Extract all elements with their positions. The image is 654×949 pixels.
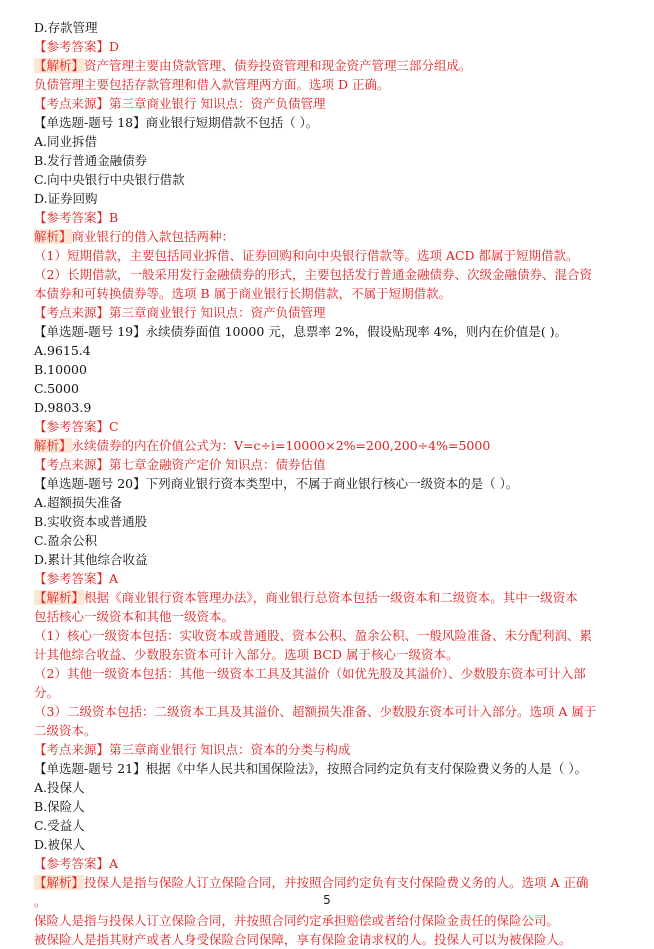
text-line: 。 (34, 894, 47, 909)
text-line: 【参考答案】A (34, 571, 119, 586)
text-line: （3）二级资本包括：二级资本工具及其溢价、超额损失准备、少数股东资本可计入部分。选项 A 属于 (34, 704, 597, 719)
text-line: 【参考答案】D (34, 39, 120, 54)
text-line: 解析】永续债券的内在价值公式为：V=c÷i=10000×2%=200,200÷4%=5000 (34, 438, 491, 453)
text-line: 解析】商业银行的借入款包括两种： (34, 229, 235, 244)
text-line: D.累计其他综合收益 (34, 552, 148, 567)
page-number: 5 (323, 893, 331, 907)
text-line: 【参考答案】A (34, 856, 119, 871)
text-line: D.被保人 (34, 837, 86, 852)
text-line: 【参考答案】C (34, 419, 119, 434)
text-line: B.发行普通金融债券 (34, 153, 148, 168)
text-line: 【考点来源】第三章商业银行 知识点：资本的分类与构成 (34, 742, 351, 757)
text-line: C.5000 (34, 381, 79, 396)
text-line: 【解析】投保人是指与保险人订立保险合同，并按照合同约定负有支付保险费义务的人。选项 A 正确 (34, 875, 589, 890)
document-page (34, 18, 624, 949)
text-line: （2）长期借款，一般采用发行金融债券的形式，主要包括发行普通金融债券、次级金融债券、混合资 (34, 267, 592, 282)
text-line: 被保险人是指其财产或者人身受保险合同保障，享有保险金请求权的人。投保人可以为被保险人。 (34, 932, 572, 947)
text-line: 【单选题-题号 20】下列商业银行资本类型中，不属于商业银行核心一级资本的是（ ）。 (34, 476, 519, 491)
text-line: 【解析】资产管理主要由贷款管理、债券投资管理和现金资产管理三部分组成。 (34, 58, 472, 73)
text-line: 【考点来源】第三章商业银行 知识点：资产负债管理 (34, 305, 326, 320)
text-line: 分。 (34, 685, 60, 700)
text-line: 【考点来源】第七章金融资产定价 知识点：债券估值 (34, 457, 326, 472)
text-line: A.9615.4 (34, 343, 91, 358)
text-line: A.同业拆借 (34, 134, 98, 149)
text-line: 【单选题-题号 21】根据《中华人民共和国保险法》，按照合同约定负有支付保险费义务的人是（ ）。 (34, 761, 588, 776)
text-line: 二级资本。 (34, 723, 97, 738)
text-line: B.10000 (34, 362, 87, 377)
text-line: B.实收资本或普通股 (34, 514, 148, 529)
text-line: C.受益人 (34, 818, 85, 833)
text-line: （1）短期借款，主要包括同业拆借、证券回购和向中央银行借款等。选项 ACD 都属于短期借款。 (34, 248, 579, 263)
text-line: 【单选题-题号 19】永续债券面值 10000 元，息票率 2%，假设贴现率 4%，则内在价值是( )。 (34, 324, 568, 339)
text-line: 负债管理主要包括存款管理和借入款管理两方面。选项 D 正确。 (34, 77, 390, 92)
text-line: A.超额损失准备 (34, 495, 123, 510)
text-line: 【单选题-题号 18】商业银行短期借款不包括（ ）。 (34, 115, 319, 130)
text-line: 【考点来源】第三章商业银行 知识点：资产负债管理 (34, 96, 326, 111)
text-line: D.存款管理 (34, 20, 98, 35)
text-line: B.保险人 (34, 799, 85, 814)
text-line: 计其他综合收益、少数股东资本可计入部分。选项 BCD 属于核心一级资本。 (34, 647, 459, 662)
text-line: 保险人是指与投保人订立保险合同，并按照合同约定承担赔偿或者给付保险金责任的保险公司。 (34, 913, 560, 928)
text-line: 包括核心一级资本和其他一级资本。 (34, 609, 235, 624)
text-line: 【参考答案】B (34, 210, 119, 225)
text-line: A.投保人 (34, 780, 85, 795)
text-line: D.9803.9 (34, 400, 92, 415)
text-line: 【解析】根据《商业银行资本管理办法》，商业银行总资本包括一级资本和二级资本。其中一级资本 (34, 590, 578, 605)
text-line: C.向中央银行中央银行借款 (34, 172, 185, 187)
text-line: （2）其他一级资本包括：其他一级资本工具及其溢价（如优先股及其溢价）、少数股东资本可计入部 (34, 666, 586, 681)
text-line: （1）核心一级资本包括：实收资本或普通股、资本公积、盈余公积、一般风险准备、未分配利润、累 (34, 628, 592, 643)
text-line: 本债券和可转换债券等。选项 B 属于商业银行长期借款，不属于短期借款。 (34, 286, 452, 301)
text-line: D.证券回购 (34, 191, 98, 206)
text-line: C.盈余公积 (34, 533, 98, 548)
